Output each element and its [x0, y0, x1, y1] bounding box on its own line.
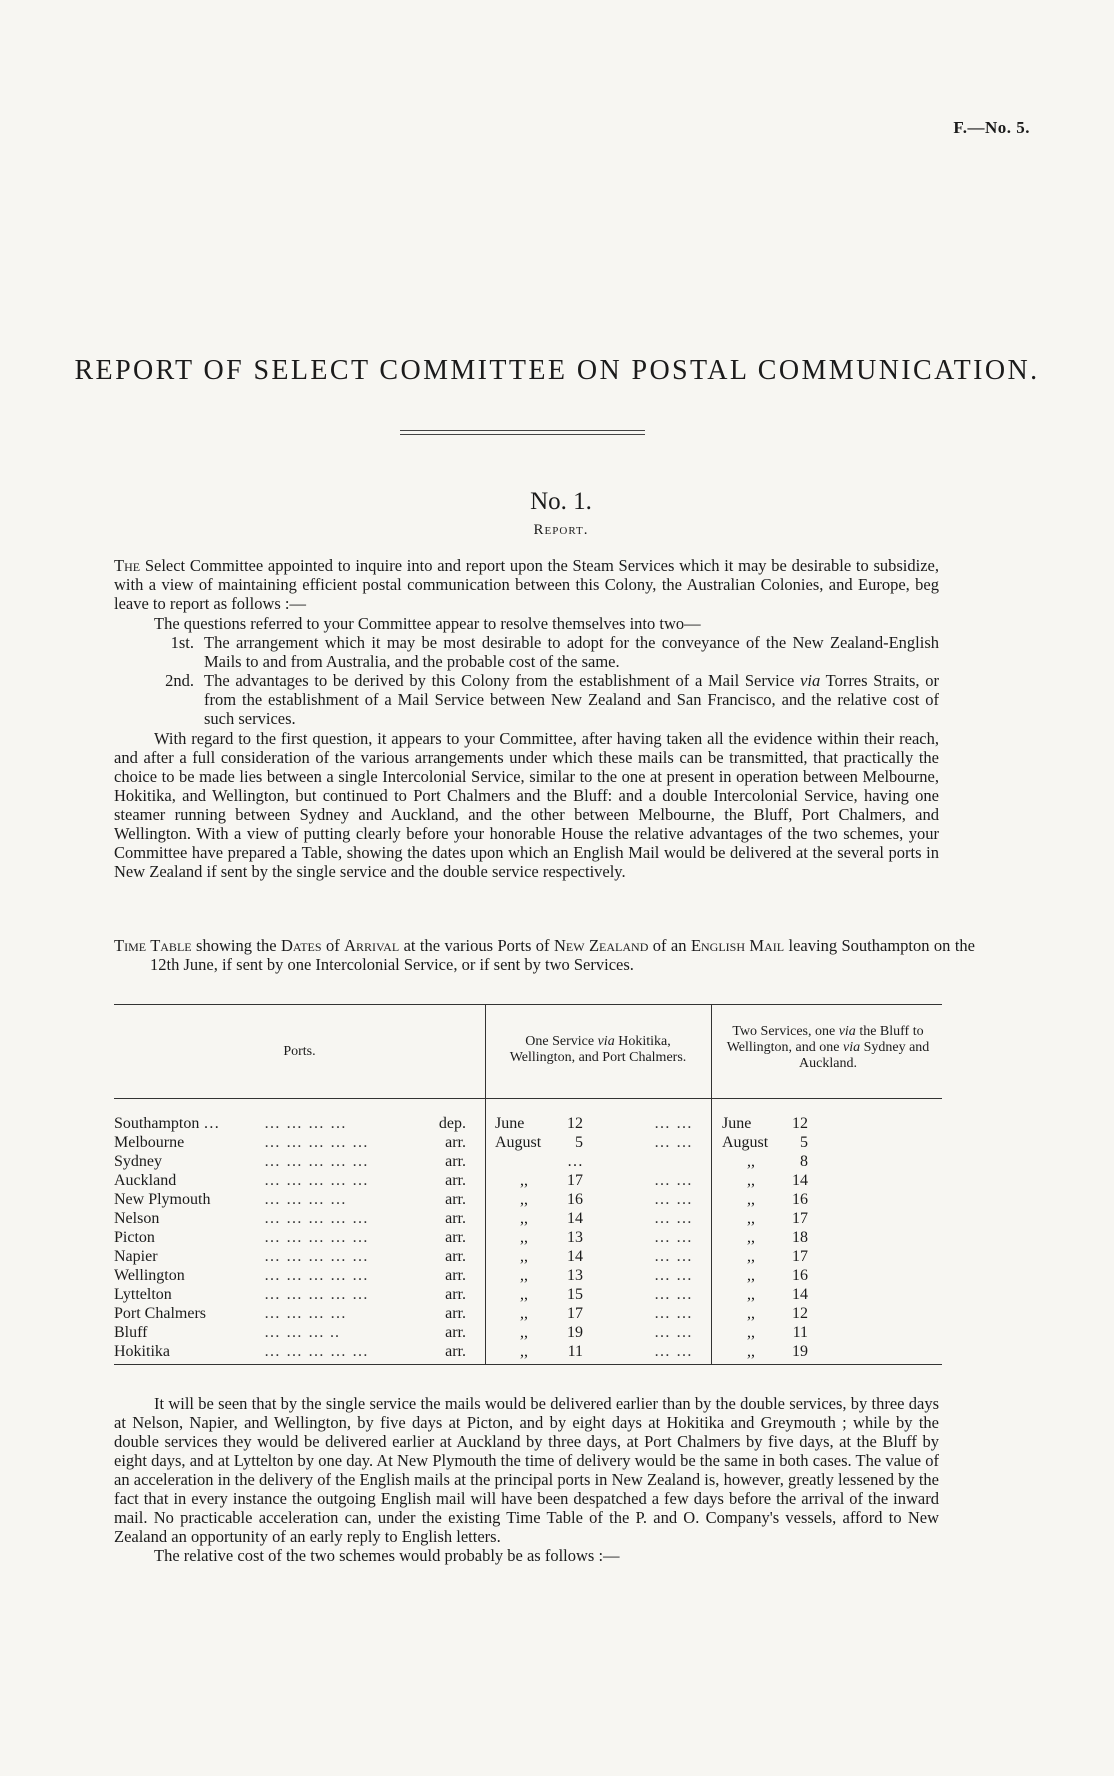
leader-dots: … …	[654, 1210, 693, 1227]
caption-part: leaving Southampton on the 12th June, if sent by one Intercolonial Service, or if sent by two Services.	[150, 936, 975, 974]
header-ports: Ports.	[283, 1044, 316, 1059]
two-services-cell	[722, 1342, 922, 1361]
section-number: No. 1.	[530, 488, 592, 515]
port-cell	[114, 1152, 479, 1171]
table-row	[114, 1171, 942, 1190]
port-cell	[114, 1171, 479, 1190]
table-row	[114, 1209, 942, 1228]
two-day: 12	[792, 1115, 808, 1132]
two-services-cell	[722, 1323, 922, 1342]
port-cell	[114, 1190, 479, 1209]
header-part: Sydney and Auckland.	[799, 1040, 930, 1071]
direction: arr.	[445, 1343, 466, 1360]
leader-dots: … …	[654, 1229, 693, 1246]
port-cell	[114, 1285, 479, 1304]
list-item-number: 2nd.	[165, 671, 194, 690]
table-row	[114, 1285, 942, 1304]
port-name: Nelson	[114, 1210, 160, 1227]
table-row	[114, 1190, 942, 1209]
section-heading: Report.	[533, 522, 589, 538]
one-service-cell	[495, 1133, 703, 1152]
two-services-cell	[722, 1285, 922, 1304]
two-month: ,,	[747, 1343, 755, 1360]
list-item	[114, 671, 939, 728]
leader-dots: … …	[654, 1305, 693, 1322]
direction: arr.	[445, 1324, 466, 1341]
header-part: the Bluff to Wellington, and one	[726, 1024, 924, 1055]
port-name: Southampton …	[114, 1115, 220, 1132]
port-name: Sydney	[114, 1153, 162, 1170]
one-day: 16	[567, 1191, 583, 1208]
list-item-text-part: The advantages to be derived by this Colony from the establishment of a Mail Service	[204, 671, 801, 690]
two-services-cell	[722, 1133, 922, 1152]
port-cell	[114, 1228, 479, 1247]
list-item-text-part: Torres Straits, or from the establishment of a Mail Service between New Zealand and San Francisco, and the relative cost of such services.	[204, 671, 940, 728]
one-month: ,,	[520, 1229, 528, 1246]
port-cell	[114, 1266, 479, 1285]
one-service-cell	[495, 1228, 703, 1247]
caption-part: New Zealand	[553, 936, 649, 955]
port-cell	[114, 1342, 479, 1361]
one-day: 12	[567, 1115, 583, 1132]
time-table	[114, 1004, 942, 1366]
caption-part: Arrival	[344, 936, 400, 955]
caption-part: of	[321, 936, 345, 955]
document-title: REPORT OF SELECT COMMITTEE ON POSTAL COMMUNICATION.	[74, 355, 1040, 386]
one-service-cell	[495, 1114, 703, 1133]
table-header-rule	[114, 1098, 942, 1099]
two-day: 16	[792, 1267, 808, 1284]
one-month: ,,	[520, 1191, 528, 1208]
one-service-cell	[495, 1266, 703, 1285]
list-item-text: The arrangement which it may be most desirable to adopt for the conveyance of the New Zealand-English Mails to and from Australia, and the probable cost of the same.	[204, 633, 939, 671]
port-name: Lyttelton	[114, 1286, 172, 1303]
one-month: ,,	[520, 1343, 528, 1360]
leader-dots: … …	[654, 1267, 693, 1284]
leader-dots: … … … …	[264, 1305, 347, 1322]
leader-dots: … … … ..	[264, 1324, 340, 1341]
two-services-cell	[722, 1114, 922, 1133]
two-day: 14	[792, 1172, 808, 1189]
direction: arr.	[445, 1267, 466, 1284]
leader-dots: … … … … …	[264, 1343, 369, 1360]
one-service-cell	[495, 1304, 703, 1323]
one-month: ,,	[520, 1286, 528, 1303]
direction: arr.	[445, 1134, 466, 1151]
two-services-cell	[722, 1152, 922, 1171]
two-services-cell	[722, 1190, 922, 1209]
port-name: Wellington	[114, 1267, 185, 1284]
port-name: Port Chalmers	[114, 1305, 206, 1322]
port-name: Hokitika	[114, 1343, 170, 1360]
one-month: ,,	[520, 1248, 528, 1265]
two-month: ,,	[747, 1210, 755, 1227]
caption-part: Time Table	[114, 936, 192, 955]
table-row	[114, 1342, 942, 1361]
leader-dots: … … … … …	[264, 1153, 369, 1170]
two-services-cell	[722, 1209, 922, 1228]
header-via: via	[838, 1024, 856, 1039]
one-service-cell	[495, 1342, 703, 1361]
two-services-cell	[722, 1266, 922, 1285]
one-service-cell	[495, 1152, 703, 1171]
port-cell	[114, 1133, 479, 1152]
table-row	[114, 1114, 942, 1133]
leader-dots: … …	[654, 1172, 693, 1189]
one-month: ,,	[520, 1267, 528, 1284]
two-day: 5	[800, 1134, 808, 1151]
leader-dots: … … … …	[264, 1115, 347, 1132]
table-row	[114, 1133, 942, 1152]
two-day: 14	[792, 1286, 808, 1303]
two-services-cell	[722, 1171, 922, 1190]
leader-dots: … … … …	[264, 1191, 347, 1208]
list-item-text	[204, 671, 939, 728]
two-month: ,,	[747, 1305, 755, 1322]
port-cell	[114, 1304, 479, 1323]
intro-lead-word: The	[114, 556, 141, 575]
port-name: Napier	[114, 1248, 158, 1265]
one-day: 19	[567, 1324, 583, 1341]
one-day: 13	[567, 1267, 583, 1284]
leader-dots: … … … … …	[264, 1229, 369, 1246]
table-row	[114, 1304, 942, 1323]
leader-dots: … …	[654, 1286, 693, 1303]
table-top-rule	[114, 1004, 942, 1005]
table-caption	[114, 936, 975, 974]
two-day: 8	[800, 1153, 808, 1170]
table-row	[114, 1247, 942, 1266]
leader-dots: … … … … …	[264, 1134, 369, 1151]
caption-part: at the various Ports of	[399, 936, 554, 955]
direction: arr.	[445, 1248, 466, 1265]
direction: arr.	[445, 1305, 466, 1322]
one-day: 5	[575, 1134, 583, 1151]
two-services-cell	[722, 1304, 922, 1323]
one-month: ,,	[520, 1324, 528, 1341]
one-day: 14	[567, 1248, 583, 1265]
header-part: Two Services, one	[732, 1024, 839, 1039]
list-item-number: 1st.	[170, 633, 194, 652]
port-cell	[114, 1323, 479, 1342]
one-day: 17	[567, 1305, 583, 1322]
header-via: via	[842, 1040, 861, 1055]
port-name: Picton	[114, 1229, 155, 1246]
header-via: via	[597, 1034, 615, 1049]
header-one-service	[491, 1034, 705, 1066]
one-month: June	[495, 1115, 525, 1132]
two-month: August	[722, 1134, 769, 1151]
one-service-cell	[495, 1209, 703, 1228]
two-month: ,,	[747, 1248, 755, 1265]
leader-dots: … … … … …	[264, 1267, 369, 1284]
two-day: 16	[792, 1191, 808, 1208]
conclusion-paragraph: It will be seen that by the single service the mails would be delivered earlier than by the double services, by three days at Nelson, Napier, and Wellington, by five days at Picton, and by eight days at Hokitika and Greymouth ; while by the double services they would be delivered earlier at Auckland by three days, at Port Chalmers by five days, at the Bluff by eight days, and at Lyttelton by one day. At New Plymouth the time of delivery would be the same in both cases. The value of an acceleration in the delivery of the English mails at the principal ports in New Zealand is, however, greatly lessened by the fact that in every instance the outgoing English mail will have been despatched a few days before the arrival of the inward mail. No practicable acceleration can, under the existing Time Table of the P. and O. Company's vessels, afford to New Zealand an opportunity of an early reply to English letters.	[114, 1394, 939, 1546]
port-name: Auckland	[114, 1172, 177, 1189]
one-service-cell	[495, 1247, 703, 1266]
port-cell	[114, 1247, 479, 1266]
two-month: ,,	[747, 1324, 755, 1341]
one-day: 14	[567, 1210, 583, 1227]
one-service-cell	[495, 1323, 703, 1342]
direction: arr.	[445, 1210, 466, 1227]
table-row	[114, 1152, 942, 1171]
one-day: 17	[567, 1172, 583, 1189]
table-row	[114, 1228, 942, 1247]
two-month: ,,	[747, 1286, 755, 1303]
list-item	[114, 633, 939, 671]
direction: arr.	[445, 1229, 466, 1246]
intro-text: Select Committee appointed to inquire into and report upon the Steam Services which it may be desirable to subsidize, with a view of maintaining efficient postal communication between this Colony, the Australian Colonies, and Europe, beg leave to report as follows :—	[114, 556, 939, 613]
two-month: June	[722, 1115, 752, 1132]
direction: arr.	[445, 1286, 466, 1303]
port-name: Melbourne	[114, 1134, 185, 1151]
two-month: ,,	[747, 1172, 755, 1189]
one-month: ,,	[520, 1210, 528, 1227]
two-day: 17	[792, 1210, 808, 1227]
header-part: One Service	[525, 1034, 598, 1049]
two-day: 18	[792, 1229, 808, 1246]
table-bottom-rule	[114, 1364, 942, 1365]
list-item-via: via	[800, 671, 821, 690]
caption-part: showing the	[191, 936, 281, 955]
two-month: ,,	[747, 1153, 755, 1170]
table-body	[114, 1114, 942, 1361]
caption-part: English Mail	[690, 936, 785, 955]
leader-dots: … …	[654, 1191, 693, 1208]
leader-dots: … … … … …	[264, 1210, 369, 1227]
leader-dots: … …	[654, 1248, 693, 1265]
two-month: ,,	[747, 1229, 755, 1246]
two-day: 12	[792, 1305, 808, 1322]
leader-dots: … …	[654, 1324, 693, 1341]
direction: arr.	[445, 1153, 466, 1170]
one-day: 13	[567, 1229, 583, 1246]
leader-dots: … …	[654, 1115, 693, 1132]
one-day: …	[567, 1153, 583, 1170]
leader-dots: … …	[654, 1343, 693, 1360]
page-reference: F.—No. 5.	[953, 118, 1030, 137]
one-day: 11	[567, 1343, 583, 1360]
table-row	[114, 1323, 942, 1342]
questions-paragraph: The questions referred to your Committee appear to resolve themselves into two—	[154, 614, 701, 633]
two-month: ,,	[747, 1191, 755, 1208]
port-name: Bluff	[114, 1324, 148, 1341]
title-divider	[400, 430, 645, 435]
leader-dots: … … … … …	[264, 1248, 369, 1265]
leader-dots: … …	[654, 1134, 693, 1151]
direction: arr.	[445, 1191, 466, 1208]
two-services-cell	[722, 1247, 922, 1266]
intro-paragraph	[114, 556, 939, 613]
two-day: 17	[792, 1248, 808, 1265]
leader-dots: … … … … …	[264, 1286, 369, 1303]
first-question-paragraph: With regard to the first question, it appears to your Committee, after having taken all the evidence within their reach, and after a full consideration of the various arrangements under which these mails can be transmitted, that practically the choice to be made lies between a single Intercolonial Service, similar to the one at present in operation between Melbourne, Hokitika, and Wellington, but continued to Port Chalmers and the Bluff: and a double Intercolonial Service, having one steamer running between Sydney and Auckland, and the other between Melbourne, the Bluff, Port Chalmers, and Wellington. With a view of putting clearly before your honorable House the relative advantages of the two schemes, your Committee have prepared a Table, showing the dates upon which an English Mail would be delivered at the several ports in New Zealand if sent by the single service and the double service respectively.	[114, 729, 939, 881]
table-row	[114, 1266, 942, 1285]
header-two-services	[714, 1024, 942, 1072]
one-month: ,,	[520, 1172, 528, 1189]
one-service-cell	[495, 1190, 703, 1209]
port-cell	[114, 1209, 479, 1228]
one-month: August	[495, 1134, 542, 1151]
direction: dep.	[438, 1115, 466, 1132]
cost-paragraph: The relative cost of the two schemes would probably be as follows :—	[154, 1546, 620, 1565]
two-day: 19	[792, 1343, 808, 1360]
one-month: ,,	[520, 1305, 528, 1322]
port-cell	[114, 1114, 479, 1133]
one-service-cell	[495, 1285, 703, 1304]
two-day: 11	[792, 1324, 808, 1341]
caption-part: Dates	[280, 936, 322, 955]
port-name: New Plymouth	[114, 1191, 211, 1208]
caption-part: of an	[648, 936, 691, 955]
leader-dots: … … … … …	[264, 1172, 369, 1189]
one-day: 15	[567, 1286, 583, 1303]
two-month: ,,	[747, 1267, 755, 1284]
one-service-cell	[495, 1171, 703, 1190]
header-part: Hokitika, Wellington, and Port Chalmers.	[509, 1034, 687, 1065]
direction: arr.	[445, 1172, 466, 1189]
two-services-cell	[722, 1228, 922, 1247]
